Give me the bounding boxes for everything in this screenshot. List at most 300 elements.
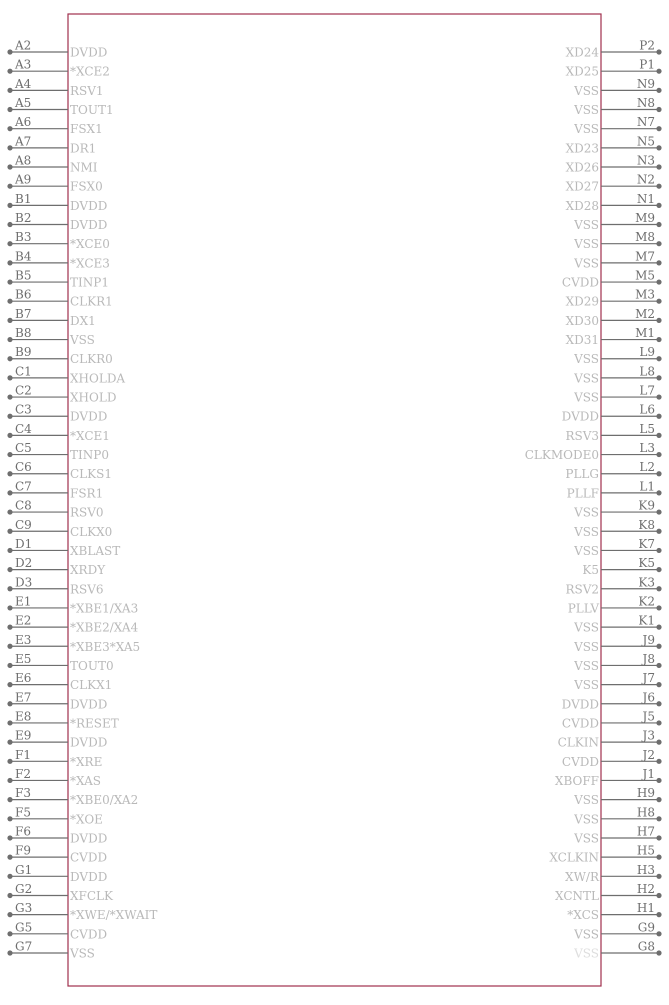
pin <box>7 729 107 750</box>
pin-name: TINP1 <box>70 275 109 290</box>
pin-end-dot <box>7 586 12 591</box>
pin <box>7 307 95 328</box>
pin-name: PLLG <box>565 467 599 482</box>
pin-name: VSS <box>574 122 599 137</box>
pin-end-dot <box>656 222 661 227</box>
pin <box>7 709 118 730</box>
pin-number: L3 <box>639 441 655 456</box>
pin-number: B4 <box>15 249 32 264</box>
pin-number: C7 <box>15 479 32 494</box>
pin-number: F2 <box>15 766 31 781</box>
pin-name: XFCLK <box>70 888 113 903</box>
pin-number: B8 <box>15 326 32 341</box>
pin <box>566 288 662 309</box>
pin-name: DVDD <box>561 697 599 712</box>
pin <box>7 844 107 865</box>
pin-end-dot <box>7 912 12 917</box>
pin <box>7 364 125 385</box>
pin <box>549 844 661 865</box>
pin-name: XD29 <box>565 294 599 309</box>
pin-name: *XBE3*XA5 <box>70 639 141 654</box>
pin-number: P1 <box>639 57 655 72</box>
pin-name: *XCE0 <box>70 237 110 252</box>
pin-name: *XOE <box>70 812 103 827</box>
pin-number: N1 <box>636 191 655 206</box>
pin-number: D2 <box>15 556 33 571</box>
pin <box>573 671 662 692</box>
pin-number: E2 <box>15 613 32 628</box>
component-body-outline <box>68 14 601 986</box>
pin-name: TOUT0 <box>70 658 114 673</box>
pin-end-dot <box>7 241 12 246</box>
pin-number: E6 <box>15 671 32 686</box>
pin-end-dot <box>7 452 12 457</box>
pin-name: XHOLD <box>70 390 117 405</box>
pin <box>7 690 107 711</box>
pin-number: B5 <box>15 268 32 283</box>
pin-name: *XWE/*XWAIT <box>70 908 158 923</box>
pin-end-dot <box>7 529 12 534</box>
pin <box>573 249 662 270</box>
pin-name: VSS <box>574 946 599 961</box>
pin-number: H8 <box>636 805 655 820</box>
pin <box>565 460 661 481</box>
pin-end-dot <box>656 797 661 802</box>
pin-number: F5 <box>15 805 31 820</box>
pin <box>7 863 107 884</box>
pin-end-dot <box>656 625 661 630</box>
pin-number: G7 <box>15 939 33 954</box>
pin-number: A2 <box>15 38 32 53</box>
pin-end-dot <box>656 375 661 380</box>
pin-number: L1 <box>639 479 655 494</box>
pin-name: XD25 <box>565 64 599 79</box>
pin-number: H1 <box>636 901 655 916</box>
pin <box>7 288 112 309</box>
pin-number: G5 <box>15 920 33 935</box>
pin-name: XCNTL <box>555 888 599 903</box>
pin-name: XD27 <box>565 179 599 194</box>
pin <box>7 326 95 347</box>
pin-end-dot <box>656 759 661 764</box>
pin-number: H3 <box>636 862 655 877</box>
pin-number: N3 <box>636 153 655 168</box>
pin-number: C5 <box>15 441 32 456</box>
pin-number: J1 <box>642 766 655 781</box>
pin <box>573 920 662 941</box>
pin-end-dot <box>7 509 12 514</box>
pin-number: M3 <box>635 287 655 302</box>
pin-number: M5 <box>635 268 655 283</box>
pin-name: XD28 <box>565 198 599 213</box>
pin-name: RSV2 <box>565 582 599 597</box>
pin <box>573 652 662 673</box>
pin <box>7 154 97 175</box>
pin-end-dot <box>656 145 661 150</box>
pin-number: L5 <box>639 421 655 436</box>
pin-name: XHOLDA <box>70 371 126 386</box>
pin-number: N9 <box>636 76 655 91</box>
pin-number: K3 <box>638 575 655 590</box>
pin-number: J3 <box>642 728 655 743</box>
pin <box>573 824 662 845</box>
pin-number: C1 <box>15 364 32 379</box>
pin-name: *XBE0/XA2 <box>70 793 139 808</box>
pin-end-dot <box>656 893 661 898</box>
pin <box>565 422 661 443</box>
pin-number: F6 <box>15 824 31 839</box>
pin-name: FSX0 <box>70 179 103 194</box>
pin <box>7 767 101 788</box>
pin <box>573 939 662 960</box>
pin-name: DVDD <box>70 45 108 60</box>
pin-end-dot <box>7 337 12 342</box>
pin-number: C3 <box>15 402 32 417</box>
pin <box>566 39 662 60</box>
pin-name: *XCE1 <box>70 428 110 443</box>
pin-number: D1 <box>15 536 33 551</box>
pin-name: *XCE2 <box>70 64 110 79</box>
pin-number: G1 <box>15 862 33 877</box>
pin <box>7 134 96 155</box>
pin <box>566 326 662 347</box>
pin <box>7 192 107 213</box>
pin-name: PLLV <box>567 601 599 616</box>
pin-end-dot <box>656 874 661 879</box>
pin-end-dot <box>7 260 12 265</box>
pin-name: DVDD <box>70 198 108 213</box>
pin-number: M9 <box>635 211 655 226</box>
pin <box>573 537 662 558</box>
pin-name: XCLKIN <box>549 850 599 865</box>
pin <box>573 633 662 654</box>
pin <box>568 594 662 615</box>
pin-name: CVDD <box>70 850 108 865</box>
pin <box>566 58 662 79</box>
pin-number: N5 <box>636 134 655 149</box>
pin <box>7 633 140 654</box>
pin-name: DVDD <box>70 831 108 846</box>
pin-end-dot <box>656 720 661 725</box>
pin-name: CLKR1 <box>70 294 113 309</box>
pin-name: CVDD <box>561 754 599 769</box>
pin-number: C2 <box>15 383 32 398</box>
pin-name: VSS <box>70 946 95 961</box>
pin-name: VSS <box>574 678 599 693</box>
pin-name: CLKX1 <box>70 678 113 693</box>
pin-number: B3 <box>15 230 32 245</box>
pin-end-dot <box>7 605 12 610</box>
pin-name: VSS <box>574 505 599 520</box>
pin-number: M8 <box>635 230 655 245</box>
pin-name: PLLF <box>566 486 599 501</box>
pin-name: XBLAST <box>70 543 121 558</box>
pin-name: CLKX0 <box>70 524 113 539</box>
pin-end-dot <box>7 797 12 802</box>
pin-name: VSS <box>574 83 599 98</box>
pin-number: G9 <box>637 920 655 935</box>
pin-end-dot <box>7 49 12 54</box>
pin-number: A9 <box>15 172 32 187</box>
pin-end-dot <box>656 260 661 265</box>
pin-name: DVDD <box>70 218 108 233</box>
pin-end-dot <box>656 663 661 668</box>
pin-end-dot <box>7 490 12 495</box>
pin <box>7 575 103 596</box>
pin-number: J6 <box>642 690 655 705</box>
pin-number: G8 <box>637 939 655 954</box>
pin-end-dot <box>7 356 12 361</box>
pin-number: K8 <box>638 517 655 532</box>
pin-end-dot <box>656 356 661 361</box>
pin-name: K5 <box>582 563 599 578</box>
pin <box>573 364 662 385</box>
pin-name: TOUT1 <box>70 103 114 118</box>
pin-end-dot <box>7 145 12 150</box>
pin-end-dot <box>656 69 661 74</box>
pin-number: E7 <box>15 690 32 705</box>
pin-number: F1 <box>15 747 31 762</box>
pin-end-dot <box>7 126 12 131</box>
pin-end-dot <box>7 69 12 74</box>
pin-number: H2 <box>636 881 655 896</box>
pin <box>7 594 138 615</box>
pin-end-dot <box>656 433 661 438</box>
pin <box>7 173 102 194</box>
pin-name: *XCS <box>567 908 599 923</box>
pin-number: B6 <box>15 287 32 302</box>
pin-number: M2 <box>635 306 655 321</box>
pin-name: VSS <box>574 390 599 405</box>
pin-number: A3 <box>15 57 32 72</box>
pin-number: E8 <box>15 709 32 724</box>
pin-end-dot <box>656 414 661 419</box>
pin <box>7 556 106 577</box>
pin-name: VSS <box>574 793 599 808</box>
pin-number: D3 <box>15 575 33 590</box>
pin-end-dot <box>656 529 661 534</box>
pin <box>7 614 138 635</box>
pin-end-dot <box>7 701 12 706</box>
pin <box>562 748 662 769</box>
pin-name: DVDD <box>561 409 599 424</box>
pin-number: M1 <box>635 326 655 341</box>
pin-number: M7 <box>635 249 655 264</box>
pin-number: J2 <box>642 747 655 762</box>
pin <box>566 307 662 328</box>
pin-end-dot <box>656 337 661 342</box>
pin-name: *RESET <box>70 716 119 731</box>
pin <box>7 652 113 673</box>
pin <box>7 403 107 424</box>
pin-number: L7 <box>639 383 655 398</box>
pin-number: A8 <box>15 153 32 168</box>
pin-end-dot <box>7 107 12 112</box>
pin <box>7 211 107 232</box>
pin-end-dot <box>656 931 661 936</box>
pin-name: RSV3 <box>565 428 599 443</box>
pin-number: F3 <box>15 786 31 801</box>
pin-end-dot <box>7 893 12 898</box>
pin-end-dot <box>656 203 661 208</box>
pin-end-dot <box>7 567 12 572</box>
pin-number: H5 <box>636 843 655 858</box>
pin <box>7 269 109 290</box>
pin <box>7 499 103 520</box>
pin-end-dot <box>7 663 12 668</box>
pin-end-dot <box>7 816 12 821</box>
pin-end-dot <box>7 471 12 476</box>
pin-number: J7 <box>642 671 655 686</box>
pin <box>7 537 120 558</box>
pin-number: K1 <box>638 613 655 628</box>
pin <box>7 786 138 807</box>
pin-name: *XCE3 <box>70 256 110 271</box>
pin <box>7 824 107 845</box>
pin <box>573 96 662 117</box>
pin <box>7 77 103 98</box>
pin-end-dot <box>656 88 661 93</box>
pin-end-dot <box>656 107 661 112</box>
pin-number: K2 <box>638 594 655 609</box>
pin-end-dot <box>656 318 661 323</box>
pin-end-dot <box>7 433 12 438</box>
pin-end-dot <box>656 509 661 514</box>
pin-name: RSV1 <box>70 83 104 98</box>
pin-end-dot <box>7 682 12 687</box>
pin-end-dot <box>656 49 661 54</box>
pin <box>7 345 112 366</box>
pin-number: N2 <box>636 172 655 187</box>
pin <box>562 403 662 424</box>
pin <box>555 767 662 788</box>
pin-end-dot <box>656 586 661 591</box>
pin-end-dot <box>7 950 12 955</box>
pin-number: B2 <box>15 211 32 226</box>
pin <box>573 805 662 826</box>
pin-end-dot <box>656 184 661 189</box>
pin-end-dot <box>7 394 12 399</box>
pin-name: VSS <box>574 831 599 846</box>
pin-name: XD31 <box>565 333 599 348</box>
pin-number: E3 <box>15 632 32 647</box>
pin-end-dot <box>7 184 12 189</box>
pin <box>566 154 662 175</box>
pin <box>573 518 662 539</box>
pin-name: RSV0 <box>70 505 104 520</box>
pin <box>573 230 662 251</box>
pin-name: XBOFF <box>554 773 599 788</box>
pin-end-dot <box>656 279 661 284</box>
pin <box>565 863 662 884</box>
pin <box>573 614 662 635</box>
pin-name: XD30 <box>565 313 599 328</box>
pin <box>7 460 112 481</box>
pin <box>7 58 110 79</box>
pin-name: VSS <box>70 333 95 348</box>
pin-end-dot <box>7 874 12 879</box>
pin-end-dot <box>656 778 661 783</box>
pin-name: *XBE1/XA3 <box>70 601 139 616</box>
pin <box>573 77 662 98</box>
pin <box>555 882 662 903</box>
pin-end-dot <box>656 701 661 706</box>
pin-end-dot <box>656 950 661 955</box>
pin-number: C9 <box>15 517 32 532</box>
pin-name: VSS <box>574 218 599 233</box>
pin-name: VSS <box>574 103 599 118</box>
pin <box>567 901 661 922</box>
pin-end-dot <box>656 394 661 399</box>
pin-end-dot <box>656 816 661 821</box>
pin <box>573 211 662 232</box>
pin-end-dot <box>7 855 12 860</box>
pin <box>558 729 662 750</box>
pin-end-dot <box>7 740 12 745</box>
pin-number: N7 <box>636 115 655 130</box>
pin-name: VSS <box>574 927 599 942</box>
pin <box>573 384 662 405</box>
pin-name: VSS <box>574 543 599 558</box>
pin-end-dot <box>656 126 661 131</box>
pin <box>7 518 112 539</box>
pin-end-dot <box>7 414 12 419</box>
pin-number: F9 <box>15 843 31 858</box>
pin-end-dot <box>656 241 661 246</box>
pin-number: B9 <box>15 345 32 360</box>
pin-number: E1 <box>15 594 32 609</box>
pin-name: CLKR0 <box>70 352 113 367</box>
pin-number: A6 <box>15 115 32 130</box>
pin-name: TINP0 <box>70 448 109 463</box>
pin-end-dot <box>656 299 661 304</box>
pin-name: DVDD <box>70 697 108 712</box>
pin-end-dot <box>656 855 661 860</box>
pin-name: XD26 <box>565 160 599 175</box>
pin <box>7 882 114 903</box>
pin-number: C8 <box>15 498 32 513</box>
pin-name: CLKS1 <box>70 467 112 482</box>
pin-name: RSV6 <box>70 582 104 597</box>
pin-number: B1 <box>15 191 32 206</box>
pin <box>7 901 157 922</box>
pin-end-dot <box>7 644 12 649</box>
pin-name: VSS <box>574 371 599 386</box>
pin <box>566 134 662 155</box>
pin-end-dot <box>656 490 661 495</box>
pin-name: FSX1 <box>70 122 103 137</box>
pin <box>566 173 662 194</box>
pin-end-dot <box>7 375 12 380</box>
pin <box>566 192 662 213</box>
pin <box>7 249 110 270</box>
pin <box>573 115 662 136</box>
pin <box>7 805 103 826</box>
pin-name: CVDD <box>70 927 108 942</box>
pin-name: DR1 <box>70 141 97 156</box>
pin-number: H7 <box>636 824 655 839</box>
pin-number: A4 <box>15 76 32 91</box>
pin-end-dot <box>7 88 12 93</box>
pin-name: *XAS <box>70 773 102 788</box>
pin <box>525 441 662 462</box>
pin <box>7 39 107 60</box>
pin <box>7 422 110 443</box>
pin-number: A5 <box>15 96 32 111</box>
pin-end-dot <box>7 279 12 284</box>
pin-name: XD24 <box>565 45 599 60</box>
pin-name: VSS <box>574 658 599 673</box>
